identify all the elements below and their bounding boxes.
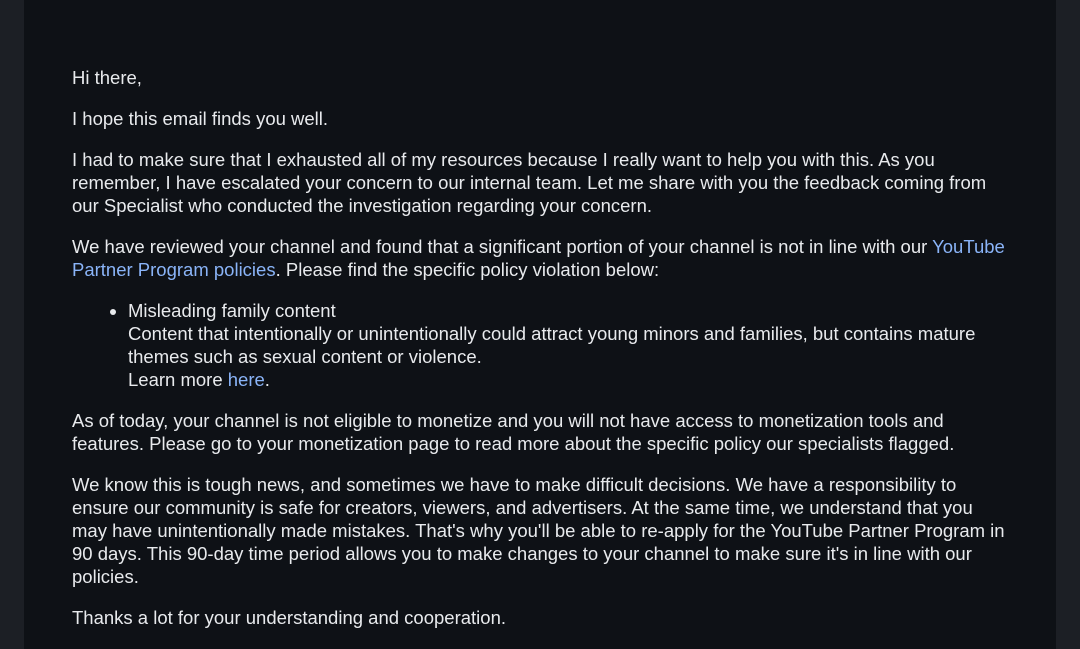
email-body <box>24 0 1056 649</box>
paragraph-review <box>72 235 1012 281</box>
paragraph-escalation: I had to make sure that I exhausted all of my resources because I really want to help you with this. As you remember, I have escalated your concern to our internal team. Let me share with you the feedback coming from our Specialist who conducted the investigation regarding your concern. <box>72 149 987 216</box>
violation-description: Content that intentionally or unintentionally could attract young minors and families, but contains mature themes such as sexual content or violence. <box>128 323 976 367</box>
paragraph-thanks: Thanks a lot for your understanding and cooperation. <box>72 607 507 628</box>
violation-list <box>72 299 1012 391</box>
review-text-start: We have reviewed your channel and found that a significant portion of your channel is not in line with our <box>72 236 933 257</box>
paragraph-eligibility: As of today, your channel is not eligible to monetize and you will not have access to monetization tools and features. Please go to your monetization page to read more about the specific policy our specialists flagged. <box>72 410 955 454</box>
learn-more-text: Learn more <box>128 369 228 390</box>
learn-more-period: . <box>264 369 270 390</box>
paragraph-tough-news: We know this is tough news, and sometimes we have to make difficult decisions. We have a responsibility to ensure our community is safe for creators, viewers, and advertisers. At the same time, we understand that you may have unintentionally made mistakes. That's why you'll be able to re-apply for the YouTube Partner Program in 90 days. This 90-day time period allows you to make changes to your channel to make sure it's in line with our policies. <box>72 474 1005 587</box>
violation-item <box>128 299 1012 391</box>
learn-more-line <box>128 368 1012 391</box>
review-text-end: . Please find the specific policy violation below: <box>275 259 660 280</box>
paragraph-hope: I hope this email finds you well. <box>72 108 329 129</box>
learn-more-link[interactable]: here <box>227 369 265 390</box>
greeting: Hi there, <box>72 67 142 88</box>
violation-title: • Misleading family content <box>128 300 336 321</box>
partner-program-policies-link[interactable]: YouTube Partner Program policies <box>72 236 1005 280</box>
